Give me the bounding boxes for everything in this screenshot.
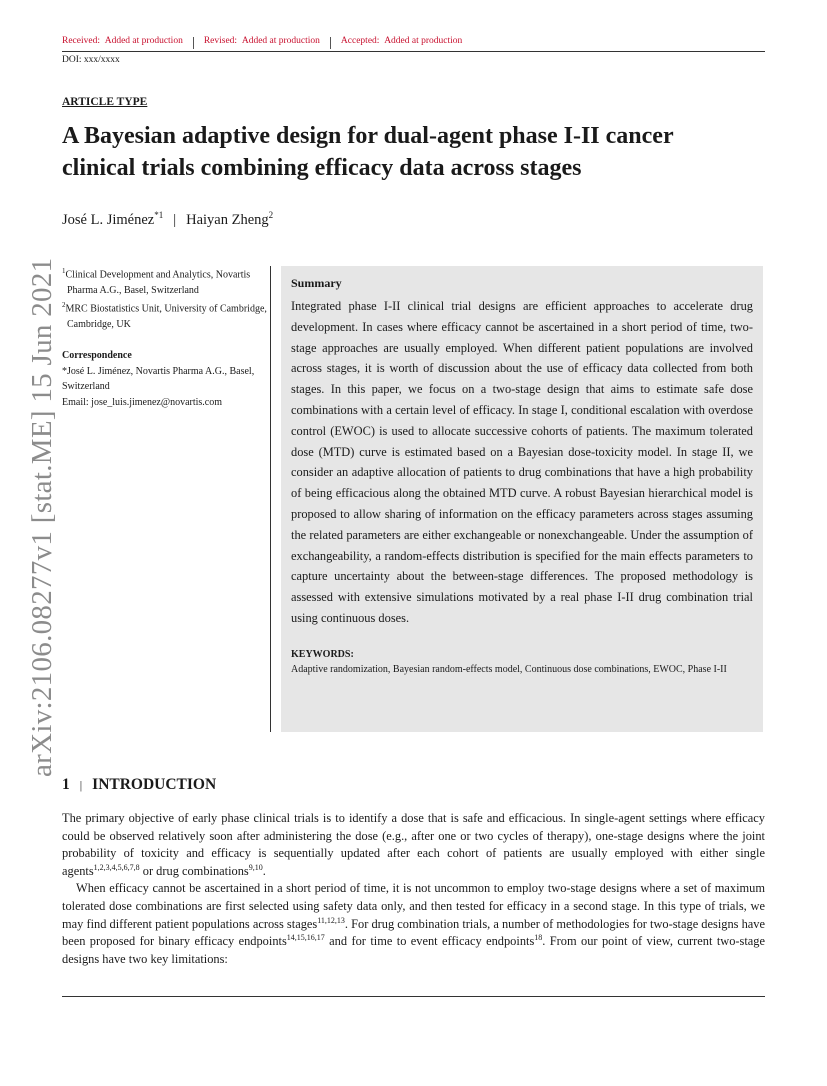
citation[interactable]: 14,15,16,17 xyxy=(286,933,325,943)
citation[interactable]: 9,10 xyxy=(248,862,263,872)
history-separator xyxy=(330,37,331,49)
citation[interactable]: 11,12,13 xyxy=(317,915,345,925)
correspondence-email[interactable]: Email: jose_luis.jimenez@novartis.com xyxy=(62,396,223,408)
accepted-field: Accepted: Added at production xyxy=(340,36,463,46)
history-line xyxy=(62,36,472,49)
keywords-text: Adaptive randomization, Bayesian random-effects model, Continuous dose combinations, EWOC, Phase I-II xyxy=(291,663,727,675)
author-list xyxy=(62,210,273,229)
top-rule xyxy=(62,51,765,52)
received-field: Received: Added at production xyxy=(62,36,183,46)
title-line-1: A Bayesian adaptive design for dual-agent phase I-II cancer xyxy=(62,123,674,149)
author-2: Haiyan Zheng$^2$ xyxy=(186,210,274,228)
affiliation-2: $^2$MRC Biostatistics Unit, University of Cambridge, Cambridge, UK xyxy=(62,301,267,330)
correspondence-text: *José L. Jiménez, Novartis Pharma A.G., Basel, Switzerland xyxy=(62,365,255,393)
paragraph-1: The primary objective of early phase clinical trials is to identify a dose that is safe and efficacious. In single-agent settings where efficacy could be observed relatively soon after administering the dose (e.g., after one or two cycles of therapy), one-stage designs where the joint probability of toxicity and efficacy is sequentially updated after each cohort of patients are usually employed with either single agents$^{1,2,3,4,5,6,7,8}$ or drug combinations$^{9,10}$. xyxy=(62,811,765,878)
citation[interactable]: 18 xyxy=(534,933,543,943)
doi: DOI: xxx/xxxx xyxy=(62,55,120,65)
correspondence-heading: Correspondence xyxy=(62,350,132,362)
section-heading-introduction xyxy=(62,776,216,794)
section-title: INTRODUCTION xyxy=(92,776,217,793)
paper-title xyxy=(62,120,762,184)
section-number: 1 xyxy=(62,776,70,793)
revised-field: Revised: Added at production xyxy=(203,36,320,46)
paragraph-2: When efficacy cannot be ascertained in a short period of time, it is not uncommon to employ two-stage designs where a set of maximum tolerated dose combinations are first selected using safety data only, and then tested for efficacy in a second stage. In this type of trials, we may find different patient populations across stages$^{11,12,13}$. For drug combination trials, a number of methodologies for two-stage designs have been proposed for binary efficacy endpoints$^{14,15,16,17}$ and for time to event efficacy endpoints$^{18}$. From our point of view, current two-stage designs have two key limitations: xyxy=(62,881,765,966)
bottom-rule xyxy=(62,996,765,997)
title-line-2: clinical trials combining efficacy data across stages xyxy=(62,155,582,181)
author-separator: | xyxy=(173,211,177,228)
article-type: ARTICLE TYPE xyxy=(62,96,148,108)
introduction-body xyxy=(62,810,765,968)
summary-box xyxy=(281,266,763,732)
summary-heading: Summary xyxy=(291,276,342,290)
history-separator xyxy=(193,37,194,49)
section-separator: | xyxy=(79,777,83,792)
summary-text: Integrated phase I-II clinical trial designs are efficient approaches to accelerate drug development. In cases where efficacy cannot be ascertained in a short period of time, two-stage approaches are usually employed. When different patient populations are involved across stages, it is worth of discussion about the use of efficacy data collected from both stages. In this paper, we focus on a two-stage design that aims to estimate safe dose combinations with a certain level of efficacy. In stage I, conditional escalation with overdose control (EWOC) is used to allocate successive cohorts of patients. The maximum tolerated dose (MTD) curve is estimated based on a Bayesian dose-toxicity model. In stage II, we consider an adaptive allocation of patients to drug combinations that have a high probability of being efficacious along the obtained MTD curve. A robust Bayesian hierarchical model is proposed to allow sharing of information on the efficacy parameters across stages assuming the related parameters are either exchangeable or nonexchangeable. Under the assumption of exchangeability, a random-effects distribution is specified for the main effects parameters to capture uncertainty about the between-stage differences. The proposed methodology is assessed with extensive simulations motivated by a real phase I-II drug combination trial using continuous doses. xyxy=(291,299,753,625)
keywords-heading: KEYWORDS: xyxy=(291,648,354,660)
column-divider xyxy=(270,266,271,732)
author-1: José L. Jiménez$^{*1}$ xyxy=(62,210,164,228)
affiliation-1: $^1$Clinical Development and Analytics, Novartis Pharma A.G., Basel, Switzerland xyxy=(62,267,251,296)
affiliations-column xyxy=(62,264,267,410)
arxiv-stamp: arXiv:2106.08277v1 [stat.ME] 15 Jun 2021 xyxy=(26,257,58,777)
citation[interactable]: 1,2,3,4,5,6,7,8 xyxy=(93,862,140,872)
